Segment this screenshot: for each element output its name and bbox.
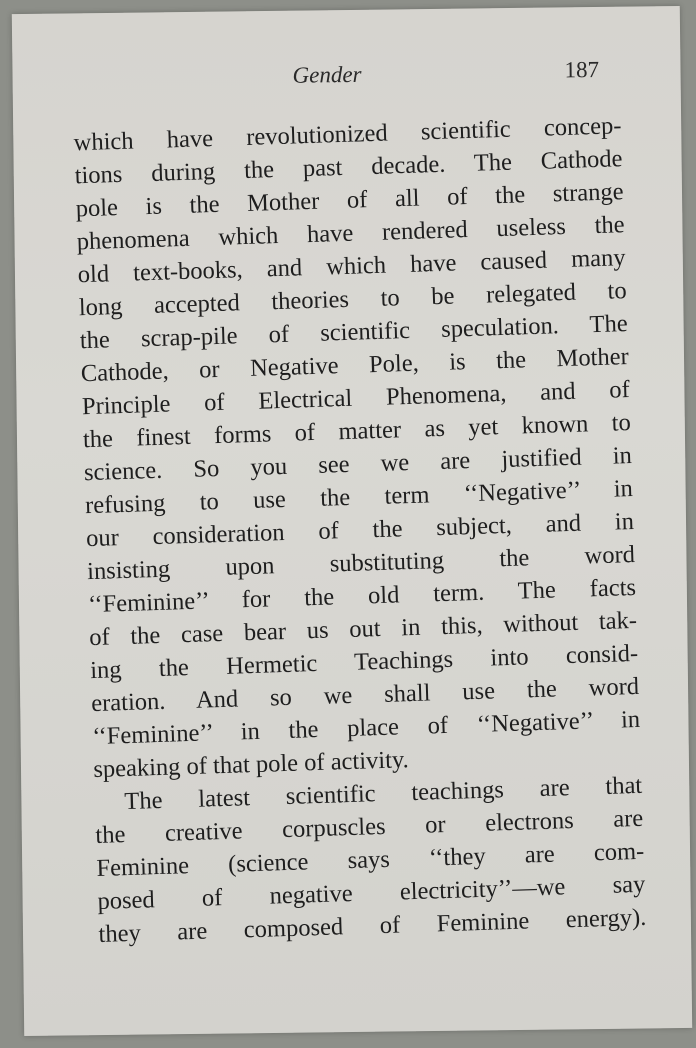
body-text xyxy=(73,109,647,951)
text-line: speaking of that pole of activity. xyxy=(92,746,410,784)
text-line: which have revolutionized scientific concep- xyxy=(73,112,622,157)
text-line: Principle of Electrical Phenomena, and of xyxy=(81,376,631,421)
page-number: 187 xyxy=(564,56,600,83)
text-line: the scrap-pile of scientific speculation. The xyxy=(79,310,629,355)
paragraph-2 xyxy=(94,769,647,951)
text-line: refusing to use the term ‘‘Negative’’ in xyxy=(84,474,634,520)
text-line: ‘‘Feminine’’ for the old term. The facts xyxy=(87,573,637,619)
text-line: phenomena which have rendered useless the xyxy=(76,211,625,256)
text-line: pole is the Mother of all of the strange xyxy=(75,178,624,223)
text-line: Cathode, or Negative Pole, is the Mother xyxy=(80,343,630,388)
paragraph-1 xyxy=(73,109,641,786)
text-line: the creative corpuscles or electrons are xyxy=(95,804,644,850)
text-line: posed of negative electricity’’—we say xyxy=(97,870,646,915)
running-title: Gender xyxy=(292,61,362,88)
text-line: of the case bear us out in this, without tak- xyxy=(88,606,638,652)
text-line: ‘‘Feminine’’ in the place of ‘‘Negative’’ in xyxy=(91,705,641,751)
text-line: Feminine (science says ‘‘they are com- xyxy=(96,837,645,883)
text-line: tions during the past decade. The Cathode xyxy=(74,145,623,190)
text-line: science. So you see we are justified in xyxy=(83,441,633,487)
text-line: long accepted theories to be relegated to xyxy=(78,277,628,322)
book-page xyxy=(12,6,692,1036)
text-line: our consideration of the subject, and in xyxy=(85,507,635,553)
text-line: they are composed of Feminine energy). xyxy=(98,903,647,948)
text-line: insisting upon substituting the word xyxy=(86,540,636,586)
text-line: The latest scientific teachings are that xyxy=(123,771,643,816)
text-line: ing the Hermetic Teachings into consid- xyxy=(89,639,639,685)
text-line: old text-books, and which have caused many xyxy=(77,244,626,289)
text-line: eration. And so we shall use the word xyxy=(90,672,640,718)
page-header xyxy=(12,58,680,96)
text-line: the finest forms of matter as yet known to xyxy=(82,409,632,454)
